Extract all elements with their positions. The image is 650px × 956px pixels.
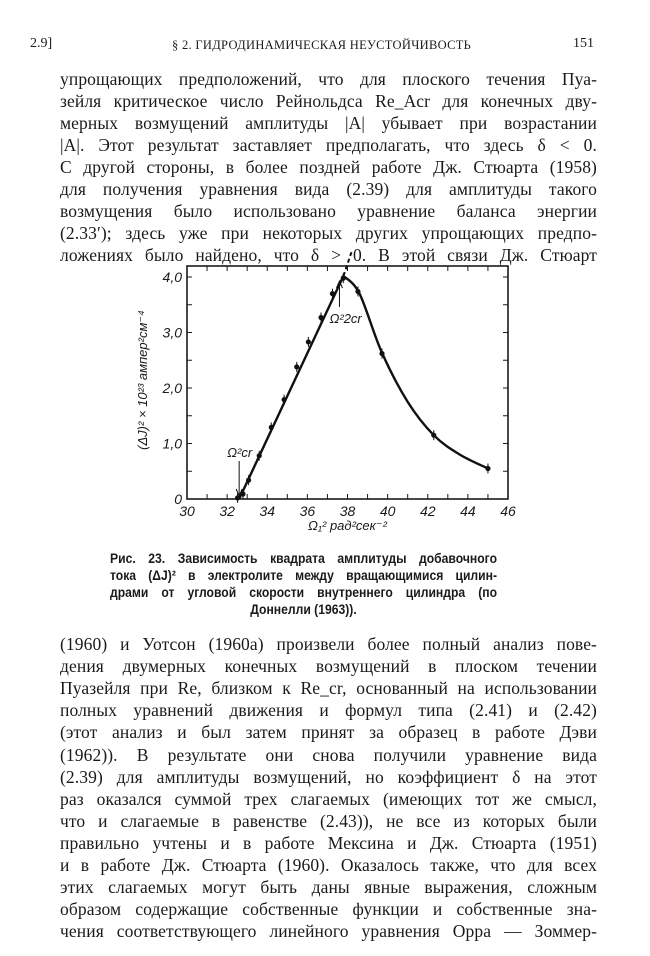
running-head-section: 2.9]	[30, 36, 53, 51]
paragraph2-line: правильно учтены и в работе Мексина и Дж. Стюарта (1951)	[60, 832, 597, 853]
paragraph2-line: и в работе Дж. Стюарта (1960). Оказалось также, что для всех	[60, 855, 597, 875]
paragraph1-line: ложениях было найдено, что δ > 0. В этой связи Дж. Стюарт	[60, 245, 597, 265]
paragraph1-line: мерных возмущений амплитуды |A| убывает при возрастании	[60, 113, 597, 133]
paragraph2-line: раз оказался суммой трех слагаемых (имеющих тот же смысл,	[60, 788, 597, 809]
x-tick-label: 46	[500, 503, 516, 519]
y-tick-label: 1,0	[162, 435, 182, 452]
paragraph2-line: (2.39) для амплитуды возмущений, но коэффициент δ на этот	[60, 766, 597, 787]
paragraph1-line: |A|. Этот результат заставляет предполагать, что здесь δ < 0.	[60, 135, 597, 155]
caption-line: драми от угловой скорости внутреннего цилиндра (по	[110, 585, 497, 600]
x-tick-label: 34	[259, 503, 276, 519]
paragraph2-line: что и слагаемые в равенстве (2.43)), не все из которых были	[60, 810, 597, 831]
caption-line: тока (ΔJ)² в электролите между вращающимися цилин-	[110, 568, 497, 583]
dashed-extension	[343, 252, 351, 276]
caption-line: Рис. 23. Зависимость квадрата амплитуды добавочного	[110, 551, 497, 566]
paragraph1-line: (2.33′); здесь уже при некоторых других упрощающих предпо-	[60, 223, 597, 243]
paragraph2-line: (этот анализ и был затем принят за образец в работе Дэви	[60, 722, 597, 743]
caption-line: Доннелли (1963)).	[250, 602, 357, 617]
x-tick-label: 32	[219, 503, 235, 519]
y-tick-label: 3,0	[162, 324, 182, 341]
paragraph2-line: чения соответствующего линейного уравнения Орра — Зоммер-	[60, 921, 597, 942]
y-axis-label: (ΔJ)² × 10²³ ампер²см⁻⁴	[135, 310, 150, 450]
annotation-omega-cr: Ω²cr	[227, 445, 253, 460]
paragraph2-line: дения двумерных конечных возмущений в плоском течении	[60, 656, 597, 677]
y-tick-label: 4,0	[162, 269, 182, 285]
paragraph1-line: возмущения было использовано уравнение баланса энергии	[60, 201, 597, 221]
y-tick-label: 2,0	[162, 380, 182, 396]
page-number: 151	[573, 36, 594, 51]
x-tick-label: 36	[299, 503, 316, 519]
annotation-omega-2cr: Ω²2cr	[329, 311, 362, 326]
x-axis-label: Ω₁² рад²сек⁻²	[308, 518, 387, 533]
fit-curve	[239, 276, 488, 499]
paragraph1-line: С другой стороны, в более поздней работе Дж. Стюарта (1958)	[60, 157, 597, 177]
x-tick-label: 30	[179, 503, 195, 519]
paragraph2-line: (1960) и Уотсон (1960а) произвели более полный анализ пове-	[60, 634, 597, 654]
x-tick-label: 40	[379, 503, 396, 519]
paragraph2-line: полных уравнений движения и формул типа (2.41) и (2.42)	[60, 700, 597, 721]
y-tick-label: 0	[174, 491, 182, 507]
paragraph2-line: Пуазейля при Re, близком к Re_cr, основанный на использовании	[60, 678, 597, 699]
paragraph1-line: зейля критическое число Рейнольдса Re_Acr для конечных дву-	[60, 91, 597, 111]
running-head-title: § 2. ГИДРОДИНАМИЧЕСКАЯ НЕУСТОЙЧИВОСТЬ	[172, 38, 472, 52]
paragraph2-line: этих слагаемых могут быть даны явные выражения, сложным	[60, 877, 597, 898]
paragraph2-line: образом содержащие собственные функции и собственные зна-	[60, 899, 597, 920]
plot-frame	[187, 266, 508, 499]
x-tick-label: 44	[460, 503, 476, 519]
paragraph1-line: упрощающих предположений, что для плоского течения Пуа-	[60, 69, 597, 89]
paragraph2-line: (1962)). В результате они снова получили уравнение вида	[60, 744, 597, 765]
paragraph1-line: для получения уравнения вида (2.39) для амплитуды такого	[60, 179, 597, 199]
x-tick-label: 42	[419, 503, 436, 519]
x-tick-label: 38	[339, 503, 356, 519]
